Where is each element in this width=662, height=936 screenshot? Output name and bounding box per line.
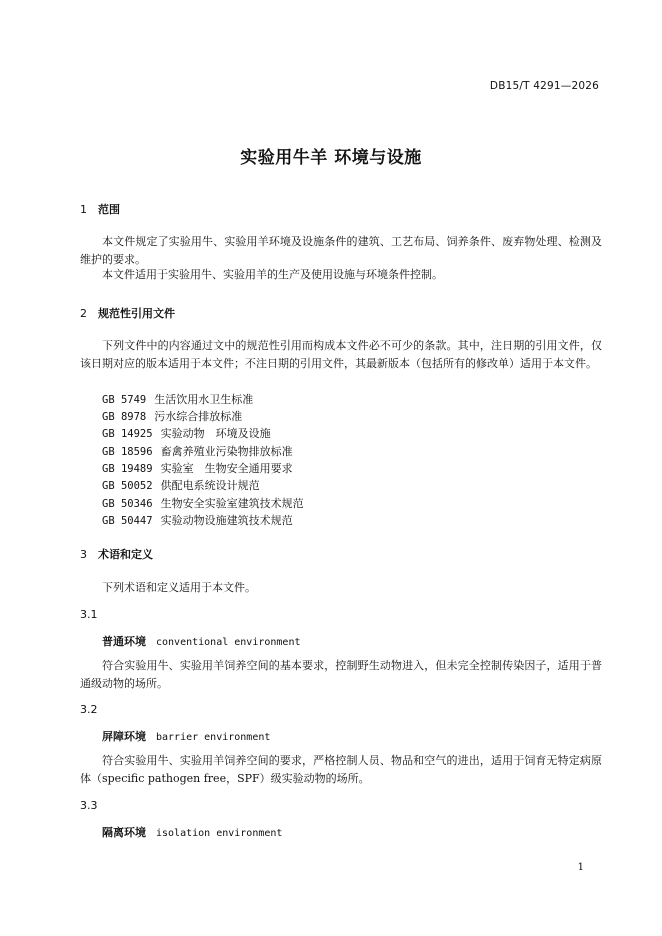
section-number: 2: [80, 307, 87, 320]
section-3-heading: [80, 546, 153, 562]
term-definition: 符合实验用牛、实验用羊饲养空间的基本要求，控制野生动物进入，但未完全控制传染因子，适用于普通级动物的场所。: [80, 659, 602, 690]
reference-item: [102, 425, 271, 441]
term-en: conventional environment: [156, 637, 301, 648]
terms-intro: 下列术语和定义适用于本文件。: [102, 581, 256, 594]
reference-item: [102, 512, 293, 528]
reference-name: 畜禽养殖业污染物排放标准: [160, 445, 293, 458]
standard-code: DB15/T 4291—2026: [489, 80, 599, 92]
reference-code: GB 19489: [102, 463, 153, 475]
reference-code: GB 14925: [102, 428, 153, 440]
reference-name: 污水综合排放标准: [154, 410, 243, 423]
reference-item: [102, 443, 293, 459]
reference-code: GB 18596: [102, 446, 153, 458]
reference-name: 实验室 生物安全通用要求: [160, 462, 293, 475]
section-number: 1: [80, 203, 87, 216]
reference-code: GB 50447: [102, 515, 153, 527]
term-zh: 屏障环境: [102, 730, 146, 743]
term-heading: [102, 728, 270, 744]
reference-code: GB 50346: [102, 498, 153, 510]
term-zh: 普通环境: [102, 635, 146, 648]
section-number: 3: [80, 548, 87, 561]
document-title: 实验用牛羊 环境与设施: [240, 148, 422, 168]
term-number: 3.2: [80, 703, 98, 716]
normative-intro: 下列文件中的内容通过文中的规范性引用而构成本文件必不可少的条款。其中，注日期的引用文件，仅该日期对应的版本适用于本文件；不注日期的引用文件，其最新版本（包括所有的修改单）适用于本文件。: [80, 339, 602, 370]
section-title: 术语和定义: [98, 548, 153, 561]
reference-item: [102, 391, 253, 407]
scope-paragraph-1: 本文件规定了实验用牛、实验用羊环境及设施条件的建筑、工艺布局、饲养条件、废弃物处理、检测及维护的要求。: [80, 235, 602, 266]
reference-item: [102, 408, 242, 424]
term-number: 3.1: [80, 608, 98, 621]
term-en: isolation environment: [156, 828, 283, 839]
reference-name: 实验动物 环境及设施: [160, 427, 271, 440]
section-1-heading: [80, 201, 120, 217]
term-en: barrier environment: [156, 732, 271, 743]
reference-code: GB 50052: [102, 480, 153, 492]
section-title: 规范性引用文件: [98, 307, 175, 320]
reference-item: [102, 477, 260, 493]
reference-item: [102, 495, 304, 511]
section-2-heading: [80, 305, 175, 321]
reference-name: 生物安全实验室建筑技术规范: [160, 497, 304, 510]
term-heading: [102, 633, 301, 649]
reference-code: GB 8978: [102, 411, 147, 423]
term-definition: 符合实验用牛、实验用羊饲养空间的要求，严格控制人员、物品和空气的进出，适用于饲育无特定病原体（specific pathogen free，SPF）级实验动物的场所。: [80, 754, 602, 785]
page-number: 1: [577, 862, 584, 873]
reference-name: 生活饮用水卫生标准: [154, 393, 254, 406]
term-heading: [102, 824, 282, 840]
reference-name: 实验动物设施建筑技术规范: [160, 514, 293, 527]
reference-name: 供配电系统设计规范: [160, 479, 260, 492]
reference-code: GB 5749: [102, 394, 147, 406]
reference-item: [102, 460, 293, 476]
scope-paragraph-2: 本文件适用于实验用牛、实验用羊的生产及使用设施与环境条件控制。: [102, 268, 443, 281]
section-title: 范围: [98, 203, 120, 216]
term-zh: 隔离环境: [102, 826, 146, 839]
term-number: 3.3: [80, 799, 98, 812]
